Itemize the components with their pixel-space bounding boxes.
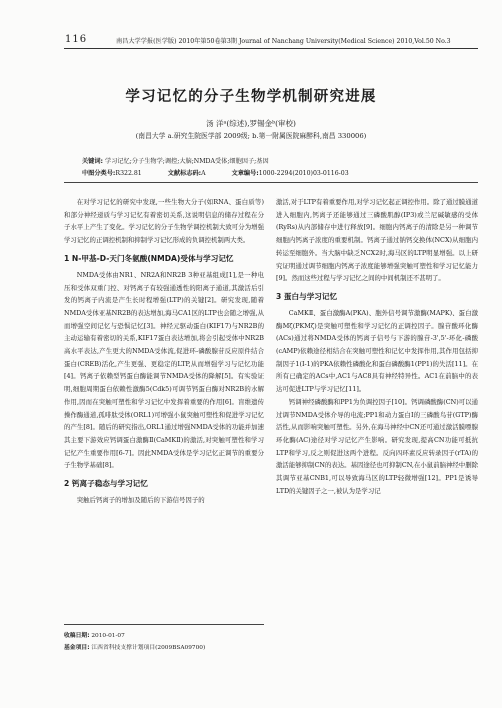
article-title: 学习记忆的分子生物学机制研究进展 [125, 88, 377, 105]
page-number: 116 [65, 34, 88, 45]
section-2-continued: 激活,对于LTP有着重要作用,对学习记忆起正调控作用。除了通过膜通道进入细胞内,钙离子还能够通过三磷酸肌醇(IP3)或兰尼碱敏感的受体(RyRs)从内部储存中进行释放[9]。细胞内钙离子的清除是另一种调节细胞内钙离子浓度的重要机制。钙离子通过钠钙交换体(NCX)从细胞内转运至细胞外。当大脑中缺乏NCX2时,海马区的LTP明显增强。以上研究证明通过调节细胞内钙离子浓度能够增强突触可塑性和学习记忆能力[9]。然而这些过程与学习记忆之间的中间机制还不甚明了。 [276, 198, 478, 283]
abstract-rule [64, 182, 478, 183]
section-3-paragraph-1: CaMKⅡ、蛋白激酶A(PKA)、胞外信号调节激酶(MAPK)、蛋白激酶Mζ(PKMζ)是突触可塑性和学习记忆的正调控因子。腺苷酸环化酶(ACs)通过将NMDA受体的钙离子信号与下游的腺苷-3',5'-环化-磷酸(cAMP)依赖途径相结合在突触可塑性和记忆中发挥作用,其作用包括抑制因子1(I-1)的PKA依赖性磷酸化和蛋白磷酸酶1(PP1)的失活[11]。在所有已确定的ACs中,AC1与AC8具有神经特异性。AC1在前脑中的表达可促进LTP与学习记忆[11]。 [276, 308, 478, 394]
keywords-label: 关键词: [82, 158, 104, 165]
header-rule [64, 48, 478, 49]
section-2-paragraph: 突触后钙离子的增加及随后的下游信号因子的 [76, 496, 205, 505]
classification-line [82, 168, 373, 177]
running-title: 南昌大学学报(医学版) 2010年第50卷第3期 Journal of Nanchang University(Medical Science) 2010,Vol.50 No.3 [116, 38, 451, 45]
doc-code-label: 文献标志码: [167, 170, 202, 177]
section-1-heading: 1 N-甲基-D-天门冬氨酸(NMDA)受体与学习记忆 [64, 253, 234, 263]
clc-label: 中图分类号: [82, 170, 116, 177]
keywords-text: 学习记忆;分子生物学;调控;大脑;NMDA受体;细胞因子;基因 [105, 158, 269, 165]
keywords-line [82, 156, 269, 165]
footnote-received [64, 630, 125, 639]
article-no-label: 文章编号: [231, 170, 259, 177]
section-2-heading: 2 钙离子稳态与学习记忆 [64, 479, 148, 489]
footnote-rule [64, 624, 264, 625]
received-label: 收稿日期: [64, 633, 90, 639]
article-no-value: 1000-2294(2010)03-0116-03 [258, 170, 349, 177]
section-3-paragraph-2: 钙调神经磷酸酶和PP1为负调控因子[10]。钙调磷酸酶(CN)可以通过调节NMDA受体介导的电流;PP1和动力蛋白Ⅰ的三磷酸鸟苷(GTP)酶活性,从而影响突触可塑性。另外,在海马神经中CN还可通过激活膜嘌腺环化酶(AC)途径对学习记忆产生影响。研究发现,提高CN功能可抵抗LTP和学习,反之则促进这两个进程。反向四环素反应转录因子(rTA)的激活能够抑制CN的表达。基因途径也可抑制CN,在小鼠前脑神经中删除其调节亚基CNB1,可以导致海马区的LTP轻微增强[12]。PP1是诱导LTD的关键因子之一,被认为是学习记 [276, 397, 478, 495]
article-affiliation: (南昌大学 a.研究生院医学部 2009级; b.第一附属医院麻醉科,南昌 330006) [135, 132, 367, 140]
fund-label: 基金项目: [64, 645, 90, 651]
article-authors: 汤 洋ᵃ(综述),罗锡金ᵇ(审校) [206, 119, 296, 128]
fund-text: 江西省科技支撑计划项目(2009BSA09700) [91, 645, 206, 651]
received-date: 2010-01-07 [91, 633, 125, 639]
section-1-paragraph: NMDA受体由NR1、NR2A和NR2B 3种亚基组成[1],是一种电压和受体双重门控、对钙离子有较强通透性的阳离子通道,其激活后引发的钙离子内流是产生长时程增强(LTP)的关键[2]。研究发现,随着NMDA受体亚基NR2B的表达增加,海马CA1区的LTP也会随之增强,从而增强空间记忆与恐惧记忆[3]。神经元驱动蛋白(KIF17)与NR2B的主动运输有着密切的关系,KIF17蛋白表达增加,将会引起受体中NR2B高水平表达,产生更大的NMDA受体流,促进环-磷酸腺苷反应原件结合蛋白(CREB)活化,产生更强、更稳定的LTP,从而增强学习与记忆功能[4]。钙离子依赖型钙蛋白酶能调节NMDA受体的降解[5]。有实验证明,细胞周期蛋白依赖性激酶5(Cdk5)可调节钙蛋白酶对NR2B的水解作用,因而在突触可塑性和学习记忆中发挥着重要的作用[6]。盲维遗传操作酶通道,孤啡肽受体(ORL1)可增强小鼠突触可塑性和促进学习记忆的产生[8]。随后的研究指出,ORL1通过增强NMDA受体的功能并加速其主要下游效应钙调蛋白激酶Ⅱ(CaMKⅡ)的激活,对突触可塑性和学习记忆产生重要作用[6-7]。因此NMDA受体是学习记忆正调节的重要分子生物学基础[8]。 [64, 270, 264, 470]
left-column [64, 196, 264, 507]
doc-code-value: A [201, 170, 206, 177]
section-3-heading: 3 蛋白与学习记忆 [276, 291, 338, 301]
clc-value: R322.81 [115, 170, 142, 177]
footnote-fund [64, 642, 205, 651]
page-header [0, 34, 502, 64]
right-column [276, 196, 478, 497]
intro-paragraph: 在对学习记忆的研究中发现,一些生物大分子(如RNA、蛋白质等)和部分神经递质与学习记忆有着密切关系,这说明信息的储存过程在分子水平上产生了变化。学习记忆的分子生物学调控机制大致可分为增强学习记忆的正调控机制和抑制学习记忆形成的负调控机制两大类。 [64, 198, 264, 245]
